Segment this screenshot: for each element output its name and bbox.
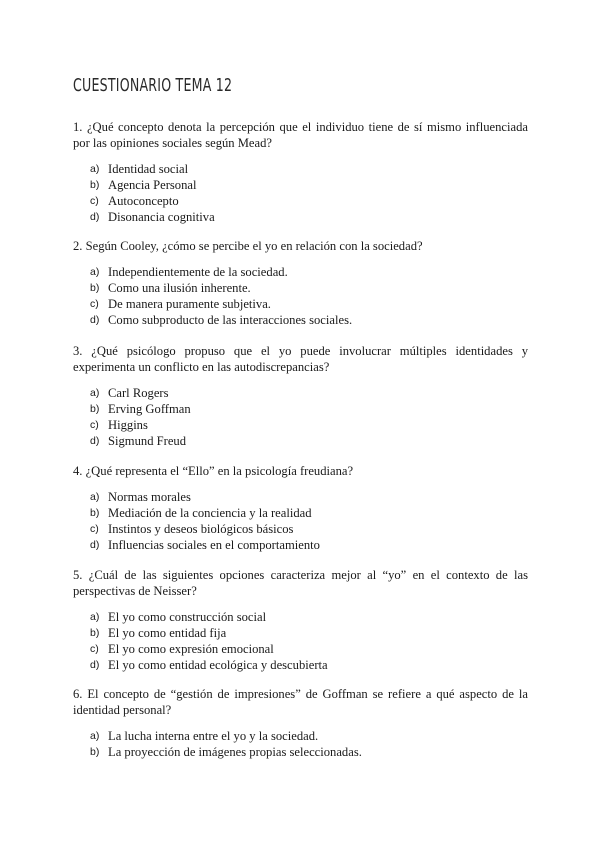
question-text: 2. Según Cooley, ¿cómo se percibe el yo en relación con la sociedad? xyxy=(73,239,423,253)
option-label: d) xyxy=(90,539,100,551)
question-2 xyxy=(73,238,528,328)
document-page xyxy=(73,0,528,848)
option-list xyxy=(73,161,528,225)
question-1 xyxy=(73,119,528,225)
question-text: 3. ¿Qué psicólogo propuso que el yo puede involucrar múltiples identidades y experimenta un conflicto en las autodiscrepancias? xyxy=(73,344,528,374)
question-text: 5. ¿Cuál de las siguientes opciones caracteriza mejor al “yo” en el contexto de las perspectivas de Neisser? xyxy=(73,568,528,598)
option-b xyxy=(73,401,528,417)
option-list xyxy=(73,728,528,760)
option-text: El yo como entidad ecológica y descubierta xyxy=(108,658,328,672)
option-text: Normas morales xyxy=(108,490,191,504)
option-c xyxy=(73,193,528,209)
option-b xyxy=(73,280,528,296)
question-4 xyxy=(73,463,528,553)
option-d xyxy=(73,209,528,225)
option-label: d) xyxy=(90,211,100,223)
option-label: d) xyxy=(90,659,100,671)
option-label: c) xyxy=(90,523,99,535)
option-label: a) xyxy=(90,491,100,503)
option-text: Autoconcepto xyxy=(108,194,179,208)
option-label: c) xyxy=(90,419,99,431)
option-d xyxy=(73,537,528,553)
option-text: Influencias sociales en el comportamiento xyxy=(108,538,320,552)
option-text: Independientemente de la sociedad. xyxy=(108,265,288,279)
option-text: Identidad social xyxy=(108,162,189,176)
option-text: Como subproducto de las interacciones sociales. xyxy=(108,313,353,327)
option-label: b) xyxy=(90,403,100,415)
option-text: El yo como expresión emocional xyxy=(108,642,274,656)
option-list xyxy=(73,385,528,449)
option-a xyxy=(73,385,528,401)
option-d xyxy=(73,433,528,449)
option-text: Sigmund Freud xyxy=(108,434,187,448)
option-label: b) xyxy=(90,746,100,758)
option-list xyxy=(73,489,528,553)
option-a xyxy=(73,609,528,625)
option-c xyxy=(73,641,528,657)
option-text: Erving Goffman xyxy=(108,402,191,416)
option-label: a) xyxy=(90,387,100,399)
option-label: c) xyxy=(90,195,99,207)
option-text: El yo como construcción social xyxy=(108,610,267,624)
question-text: 6. El concepto de “gestión de impresiones” de Goffman se refiere a qué aspecto de la identidad personal? xyxy=(73,687,528,717)
option-c xyxy=(73,296,528,312)
option-text: Carl Rogers xyxy=(108,386,169,400)
option-b xyxy=(73,177,528,193)
option-list xyxy=(73,609,528,673)
option-text: Higgins xyxy=(108,418,148,432)
option-label: c) xyxy=(90,643,99,655)
option-b xyxy=(73,505,528,521)
option-text: Agencia Personal xyxy=(108,178,197,192)
option-text: La lucha interna entre el yo y la sociedad. xyxy=(108,729,319,743)
option-b xyxy=(73,744,528,760)
option-label: a) xyxy=(90,266,100,278)
option-text: El yo como entidad fija xyxy=(108,626,227,640)
option-text: De manera puramente subjetiva. xyxy=(108,297,271,311)
option-d xyxy=(73,657,528,673)
option-label: c) xyxy=(90,298,99,310)
option-a xyxy=(73,489,528,505)
option-text: Disonancia cognitiva xyxy=(108,210,215,224)
option-a xyxy=(73,728,528,744)
option-label: b) xyxy=(90,282,100,294)
question-5 xyxy=(73,567,528,673)
option-text: Como una ilusión inherente. xyxy=(108,281,251,295)
question-6 xyxy=(73,686,528,760)
question-text: 1. ¿Qué concepto denota la percepción que el individuo tiene de sí mismo influenciada por las opiniones sociales según Mead? xyxy=(73,120,528,150)
option-label: d) xyxy=(90,314,100,326)
option-c xyxy=(73,521,528,537)
option-text: La proyección de imágenes propias seleccionadas. xyxy=(108,745,362,759)
option-label: b) xyxy=(90,507,100,519)
option-b xyxy=(73,625,528,641)
option-label: b) xyxy=(90,179,100,191)
option-a xyxy=(73,264,528,280)
option-c xyxy=(73,417,528,433)
option-text: Instintos y deseos biológicos básicos xyxy=(108,522,294,536)
page-title: CUESTIONARIO TEMA 12 xyxy=(73,76,233,96)
option-label: b) xyxy=(90,627,100,639)
option-d xyxy=(73,312,528,328)
option-label: d) xyxy=(90,435,100,447)
option-text: Mediación de la conciencia y la realidad xyxy=(108,506,312,520)
option-label: a) xyxy=(90,611,100,623)
question-3 xyxy=(73,343,528,449)
question-text: 4. ¿Qué representa el “Ello” en la psicología freudiana? xyxy=(73,464,354,478)
option-label: a) xyxy=(90,730,100,742)
option-a xyxy=(73,161,528,177)
option-list xyxy=(73,264,528,328)
option-label: a) xyxy=(90,163,100,175)
